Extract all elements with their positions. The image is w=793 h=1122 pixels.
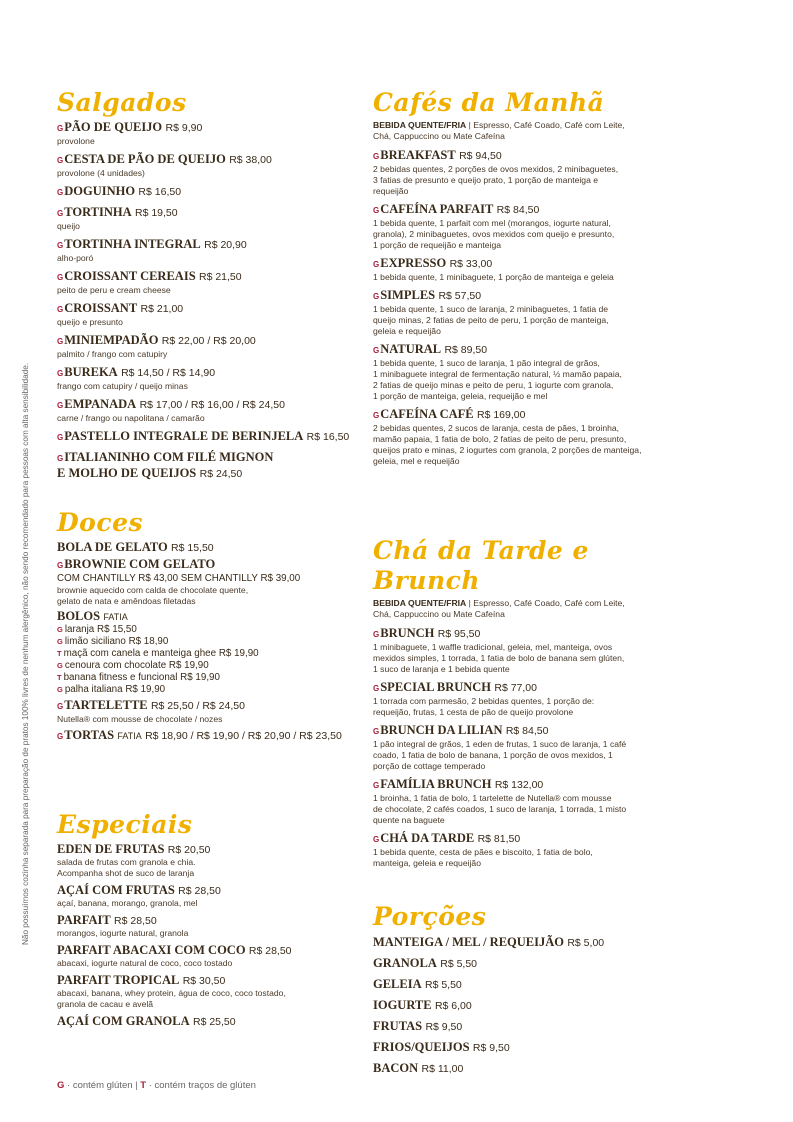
item-desc: açaí, banana, morango, granola, mel — [57, 898, 198, 908]
item-name: GRANOLA — [373, 956, 437, 970]
item-price: R$ 94,50 — [459, 150, 502, 162]
item-price: R$ 11,00 — [421, 1063, 464, 1075]
salgados-section — [57, 88, 357, 486]
intro-text: | Espresso, Café Coado, Café com Leite, — [466, 598, 625, 608]
menu-item — [373, 1040, 693, 1055]
menu-item — [57, 842, 357, 879]
item-desc: 3 fatias de presunto e queijo prato, 1 porção de manteiga e — [373, 175, 599, 185]
item-name: BRUNCH — [380, 626, 435, 640]
item-name: BOLA DE GELATO — [57, 540, 168, 554]
item-price: R$ 6,00 — [434, 1000, 472, 1012]
item-desc: 1 broinha, 1 fatia de bolo, 1 tartelette de Nutella® com mousse — [373, 793, 612, 803]
item-name: PARFAIT ABACAXI COM COCO — [57, 943, 246, 957]
item-desc: 1 suco de laranja e 1 bebida quente — [373, 664, 510, 674]
menu-item — [57, 269, 357, 296]
item-price: R$ 25,50 — [192, 1016, 236, 1028]
item-head — [373, 777, 693, 793]
item-desc: 1 bebida quente, 1 parfait com mel (morangos, iogurte natural, — [373, 218, 611, 228]
item-price: R$ 9,50 — [472, 1042, 510, 1054]
item-head — [57, 120, 357, 136]
item-head — [57, 973, 357, 988]
gluten-tag: G — [57, 188, 64, 197]
item-name: ITALIANINHO COM FILÉ MIGNON — [64, 450, 274, 464]
item-price: R$ 16,50 — [138, 186, 182, 198]
doces-title: Doces — [57, 508, 144, 537]
trace-tag: T — [57, 673, 62, 682]
porcoes-section — [373, 902, 693, 1082]
item-suffix: FATIA — [103, 612, 128, 622]
bolo-option — [57, 648, 357, 660]
item-head — [57, 333, 357, 349]
item-desc: 1 bebida quente, 1 minibaguete, 1 porção de manteiga e geleia — [373, 272, 614, 282]
item-desc: brownie aquecido com calda de chocolate quente, — [57, 585, 249, 595]
menu-item — [57, 152, 357, 179]
item-desc: coado, 1 fatia de bolo de banana, 1 porção de ovos mexidos, 1 — [373, 750, 613, 760]
item-price: R$ 22,00 / R$ 20,00 — [161, 335, 256, 347]
item-price: R$ 28,50 — [178, 885, 221, 897]
bolo-price: R$ 15,50 — [97, 624, 137, 635]
intro-bold: BEBIDA QUENTE/FRIA — [373, 120, 467, 130]
item-price: R$ 21,50 — [199, 271, 242, 283]
item-desc: 2 bebidas quentes, 2 sucos de laranja, cesta de pães, 1 broinha, — [373, 423, 620, 433]
item-price: R$ 5,00 — [567, 937, 605, 949]
gluten-tag: G — [57, 305, 64, 314]
item-name: CAFEÍNA PARFAIT — [380, 202, 494, 216]
item-desc: geleia, mel e requeijão — [373, 456, 460, 466]
item-name: GELEIA — [373, 977, 422, 991]
item-desc: queijo — [57, 221, 80, 231]
salgados-title: Salgados — [57, 88, 187, 117]
item-price: R$ 132,00 — [494, 779, 544, 791]
item-price: R$ 24,50 — [199, 468, 243, 480]
item-desc: queijos prato e minas, 2 iogurtes com granola, 2 porções de manteiga, — [373, 445, 642, 455]
bolo-option — [57, 684, 357, 696]
menu-item — [57, 333, 357, 360]
item-head — [373, 1061, 693, 1076]
item-head — [57, 883, 357, 898]
item-desc: requeijão, frutas, 1 cesta de pão de queijo provolone — [373, 707, 574, 717]
item-desc: queijo e presunto — [57, 317, 123, 327]
item-head — [57, 184, 357, 200]
item-head — [57, 301, 357, 317]
gluten-tag: G — [57, 433, 64, 442]
gluten-tag: G — [57, 124, 64, 133]
menu-item — [373, 998, 693, 1013]
item-name: FAMÍLIA BRUNCH — [380, 777, 492, 791]
trace-tag: T — [140, 1080, 147, 1091]
trace-tag: T — [57, 649, 62, 658]
item-name: FRUTAS — [373, 1019, 423, 1033]
item-head — [373, 288, 693, 304]
item-desc: peito de peru e cream cheese — [57, 285, 171, 295]
item-price: R$ 16,50 — [306, 431, 350, 443]
item-head — [57, 152, 357, 168]
item-head — [373, 831, 693, 847]
legend-text: · contém traços de glúten — [146, 1080, 256, 1091]
item-price: R$ 28,50 — [114, 915, 157, 927]
menu-item — [57, 365, 357, 392]
gluten-tag: G — [57, 661, 63, 670]
menu-item — [57, 1014, 357, 1029]
item-name: SIMPLES — [380, 288, 436, 302]
menu-item — [373, 723, 693, 772]
item-desc: 1 porção de manteiga, geleia, requeijão e mel — [373, 391, 548, 401]
item-head — [373, 148, 693, 164]
menu-item — [57, 120, 357, 147]
menu-item — [373, 777, 693, 826]
item-price: R$ 5,50 — [440, 958, 478, 970]
item-desc: gelato de nata e amêndoas filetadas — [57, 596, 196, 606]
item-head — [373, 680, 693, 696]
item-desc: mamão papaia, 1 fatia de bolo, 2 fatias de peito de peru, presunto, — [373, 434, 627, 444]
bolos-list — [57, 624, 357, 696]
item-price: R$ 9,50 — [425, 1021, 463, 1033]
item-price: R$ 20,50 — [167, 844, 211, 856]
item-name: CROISSANT — [64, 301, 138, 315]
porcoes-title: Porções — [373, 902, 487, 931]
gluten-tag: G — [57, 454, 64, 463]
bolo-flavor: banana fitness e funcional — [63, 672, 178, 683]
item-head — [373, 342, 693, 358]
menu-item — [57, 883, 357, 909]
item-price: R$ 169,00 — [477, 409, 526, 421]
item-name: BOLOS — [57, 609, 101, 623]
item-desc: Acompanha shot de suco de laranja — [57, 868, 195, 878]
bolo-option — [57, 672, 357, 684]
gluten-tag: G — [57, 732, 64, 741]
item-price: R$ 17,00 / R$ 16,00 / R$ 24,50 — [139, 399, 285, 411]
item-price: R$ 33,00 — [449, 258, 493, 270]
item-price: R$ 95,50 — [437, 628, 481, 640]
item-desc: salada de frutas com granola e chia. — [57, 857, 196, 867]
menu-item — [57, 913, 357, 939]
menu-item — [373, 935, 693, 950]
especiais-section — [57, 810, 357, 1033]
menu-item — [57, 540, 357, 555]
item-desc: palmito / frango com catupiry — [57, 349, 168, 359]
item-head — [373, 723, 693, 739]
cha-intro — [373, 598, 693, 620]
item-name: DOGUINHO — [64, 184, 136, 198]
item-desc: Nutella® com mousse de chocolate / nozes — [57, 714, 223, 724]
especiais-title: Especiais — [57, 810, 193, 839]
gluten-tag: G — [57, 241, 64, 250]
item-name: EDEN DE FRUTAS — [57, 842, 165, 856]
gluten-tag: G — [57, 1080, 65, 1091]
bolo-option — [57, 636, 357, 648]
gluten-tag: G — [373, 630, 380, 639]
menu-item — [57, 397, 357, 424]
item-desc: 2 bebidas quentes, 2 porções de ovos mexidos, 2 minibaguetes, — [373, 164, 619, 174]
item-desc: provolone (4 unidades) — [57, 168, 145, 178]
item-price: R$ 21,00 — [140, 303, 184, 315]
item-price: R$ 38,00 — [229, 154, 272, 166]
menu-item — [57, 450, 357, 481]
item-name: FRIOS/QUEIJOS — [373, 1040, 470, 1054]
item-head — [57, 205, 357, 221]
item-price: R$ 30,50 — [182, 975, 226, 987]
menu-item — [373, 256, 693, 283]
item-name: EXPRESSO — [380, 256, 447, 270]
item-desc: 1 minibaguete, 1 waffle tradicional, geleia, mel, manteiga, ovos — [373, 642, 613, 652]
item-price: R$ 84,50 — [496, 204, 540, 216]
gluten-tag: G — [57, 401, 64, 410]
item-price: R$ 9,90 — [165, 122, 203, 134]
item-head — [373, 407, 693, 423]
item-desc: morangos, iogurte natural, granola — [57, 928, 189, 938]
menu-item — [373, 148, 693, 197]
gluten-tag: G — [57, 685, 63, 694]
menu-item — [57, 429, 357, 445]
gluten-tag: G — [373, 727, 380, 736]
item-head — [373, 626, 693, 642]
cha-title: Chá da Tarde e Brunch — [373, 536, 589, 595]
item-price: R$ 19,50 — [134, 207, 178, 219]
gluten-tag: G — [57, 156, 64, 165]
menu-item — [373, 680, 693, 718]
bolo-flavor: limão siciliano — [64, 636, 126, 647]
gluten-tag: G — [373, 260, 380, 269]
item-desc: 1 torrada com parmesão, 2 bebidas quentes, 1 porção de: — [373, 696, 595, 706]
menu-item — [57, 609, 357, 696]
item-desc: provolone — [57, 136, 95, 146]
cafes-intro — [373, 120, 693, 142]
gluten-tag: G — [373, 152, 380, 161]
item-name: PASTELLO INTEGRALE DE BERINJELA — [64, 429, 304, 443]
menu-item — [373, 342, 693, 402]
item-price: R$ 57,50 — [438, 290, 482, 302]
gluten-tag: G — [57, 369, 64, 378]
item-price: R$ 89,50 — [444, 344, 488, 356]
gluten-tag: G — [373, 684, 380, 693]
especiais-list — [57, 842, 357, 1029]
gluten-tag: G — [57, 561, 64, 570]
gluten-tag: G — [57, 702, 64, 711]
item-desc: 1 bebida quente, 1 suco de laranja, 2 minibaguetes, 1 fatia de — [373, 304, 609, 314]
item-name: CHÁ DA TARDE — [380, 831, 475, 845]
item-price: R$ 15,50 — [171, 542, 214, 554]
item-head — [373, 1019, 693, 1034]
item-price: R$ 18,90 / R$ 19,90 / R$ 20,90 / R$ 23,50 — [145, 730, 342, 742]
item-price: R$ 25,50 / R$ 24,50 — [150, 700, 245, 712]
item-desc: manteiga, geleia e requeijão — [373, 858, 481, 868]
item-head — [57, 943, 357, 958]
item-desc: abacaxi, banana, whey protein, água de coco, coco tostado, — [57, 988, 286, 998]
bolo-flavor: maçã com canela e manteiga ghee — [63, 648, 217, 659]
item-name: AÇAÍ COM FRUTAS — [57, 883, 175, 897]
bolo-flavor: laranja — [64, 624, 95, 635]
item-name: MANTEIGA / MEL / REQUEIJÃO — [373, 935, 564, 949]
intro-text: Chá, Cappuccino ou Mate Cafeína — [373, 131, 505, 141]
gluten-tag: G — [57, 337, 64, 346]
item-head — [57, 365, 357, 381]
menu-item — [373, 977, 693, 992]
item-price: R$ 20,90 — [204, 239, 247, 251]
item-head — [373, 935, 693, 950]
bolo-option — [57, 660, 357, 672]
item-desc: de chocolate, 2 cafés coados, 1 suco de laranja, 1 torrada, 1 misto — [373, 804, 627, 814]
item-name: BROWNIE COM GELATO — [64, 557, 216, 571]
menu-item — [373, 288, 693, 337]
item-suffix: FATIA — [117, 731, 142, 741]
item-desc: 1 porção de requeijão e manteiga — [373, 240, 502, 250]
cafes-title: Cafés da Manhã — [373, 88, 605, 117]
menu-item — [373, 956, 693, 971]
gluten-tag: G — [373, 292, 380, 301]
item-head — [57, 429, 357, 445]
item-desc: granola de cacau e avelã — [57, 999, 154, 1009]
bolo-price: R$ 19,90 — [218, 648, 259, 659]
item-head — [57, 269, 357, 285]
menu-item — [57, 237, 357, 264]
gluten-tag: G — [57, 209, 64, 218]
gluten-tag: G — [57, 625, 63, 634]
menu-item — [57, 184, 357, 200]
menu-item — [57, 698, 357, 725]
item-head — [373, 202, 693, 218]
cafes-section — [373, 88, 693, 472]
item-desc: queijo minas, 2 fatias de peito de peru, 1 porção de manteiga, — [373, 315, 609, 325]
doces-section — [57, 508, 357, 749]
item-name: BUREKA — [64, 365, 118, 379]
item-name: SPECIAL BRUNCH — [380, 680, 492, 694]
intro-text: Chá, Cappuccino ou Mate Cafeína — [373, 609, 505, 619]
item-head — [373, 977, 693, 992]
item-desc: 1 bebida quente, 1 suco de laranja, 1 pão integral de grãos, — [373, 358, 600, 368]
item-name: MINIEMPADÃO — [64, 333, 159, 347]
item-desc: 1 minibaguete integral de fermentação natural, ½ mamão papaia, — [373, 369, 622, 379]
item-name: BREAKFAST — [380, 148, 456, 162]
item-price: R$ 14,50 / R$ 14,90 — [121, 367, 216, 379]
item-name-cont: E MOLHO DE QUEIJOS — [57, 466, 197, 480]
cha-section — [373, 536, 693, 874]
gluten-tag: G — [373, 206, 380, 215]
item-head — [373, 1040, 693, 1055]
item-name: CAFEÍNA CAFÉ — [380, 407, 474, 421]
cha-list — [373, 626, 693, 869]
menu-item — [57, 973, 357, 1010]
item-name: PÃO DE QUEIJO — [64, 120, 163, 134]
bolo-price: R$ 19,90 — [168, 660, 209, 671]
item-name: BACON — [373, 1061, 419, 1075]
item-name: PARFAIT TROPICAL — [57, 973, 180, 987]
menu-item — [57, 943, 357, 969]
item-head — [57, 913, 357, 928]
menu-item — [57, 557, 357, 607]
item-head — [57, 842, 357, 857]
bolo-price: R$ 19,90 — [180, 672, 220, 683]
item-desc: quente na baguete — [373, 815, 445, 825]
cafes-list — [373, 148, 693, 467]
bolo-price: R$ 19,90 — [125, 684, 166, 695]
item-desc: mexidos simples, 1 torrada, 1 fatia de bolo de banana sem glúten, — [373, 653, 625, 663]
item-name: CESTA DE PÃO DE QUEIJO — [64, 152, 226, 166]
intro-bold: BEBIDA QUENTE/FRIA — [373, 598, 467, 608]
item-name: IOGURTE — [373, 998, 432, 1012]
menu-item — [373, 831, 693, 869]
item-name: TARTELETTE — [64, 698, 148, 712]
gluten-tag: G — [373, 781, 380, 790]
bolo-option — [57, 624, 357, 636]
item-desc: carne / frango ou napolitana / camarão — [57, 413, 205, 423]
menu-item — [373, 202, 693, 251]
footer-legend — [57, 1080, 256, 1091]
item-desc: requeijão — [373, 186, 409, 196]
item-head — [373, 256, 693, 272]
item-price: R$ 28,50 — [248, 945, 292, 957]
menu-item — [373, 1061, 693, 1076]
item-head — [373, 956, 693, 971]
item-desc: 2 fatias de queijo minas e peito de peru, 1 iogurte com granola, — [373, 380, 614, 390]
item-name: CROISSANT CEREAIS — [64, 269, 196, 283]
item-desc: abacaxi, iogurte natural de coco, coco tostado — [57, 958, 233, 968]
menu-item — [57, 205, 357, 232]
item-name: PARFAIT — [57, 913, 111, 927]
legend-text: · contém glúten | — [64, 1080, 141, 1091]
item-desc: alho-poró — [57, 253, 94, 263]
item-head — [57, 237, 357, 253]
menu-item — [373, 1019, 693, 1034]
item-price: COM CHANTILLY R$ 43,00 SEM CHANTILLY R$ 39,00 — [57, 573, 301, 584]
gluten-tag: G — [373, 411, 380, 420]
item-head — [57, 397, 357, 413]
item-name: TORTAS — [64, 728, 115, 742]
menu-item — [57, 728, 357, 744]
gluten-tag: G — [57, 273, 64, 282]
gluten-tag: G — [57, 637, 63, 646]
item-name: EMPANADA — [64, 397, 137, 411]
bolo-flavor: cenoura com chocolate — [64, 660, 167, 671]
bolo-flavor: palha italiana — [64, 684, 123, 695]
item-price: R$ 77,00 — [494, 682, 537, 694]
salgados-list — [57, 120, 357, 445]
item-desc: porção de cottage temperado — [373, 761, 486, 771]
menu-item — [373, 407, 693, 467]
porcoes-list — [373, 935, 693, 1076]
allergen-notice: Não possuímos cozinha separada para preparação de pratos 100% livres de nenhum alergênico, não sendo recomendado para pessoas com alta sensibilidade. — [21, 362, 30, 945]
bolo-price: R$ 18,90 — [128, 636, 169, 647]
gluten-tag: G — [373, 346, 380, 355]
menu-item — [57, 301, 357, 328]
menu-item — [373, 626, 693, 675]
item-desc: 1 pão integral de grãos, 1 eden de frutas, 1 suco de laranja, 1 café — [373, 739, 627, 749]
item-price: R$ 5,50 — [424, 979, 462, 991]
item-price: R$ 81,50 — [477, 833, 521, 845]
item-name: TORTINHA — [64, 205, 132, 219]
item-price: R$ 84,50 — [505, 725, 549, 737]
item-desc: geleia e requeijão — [373, 326, 441, 336]
item-name: NATURAL — [380, 342, 442, 356]
item-desc: granola), 2 minibaguetes, ovos mexidos com queijo e presunto, — [373, 229, 615, 239]
item-name: TORTINHA INTEGRAL — [64, 237, 201, 251]
intro-text: | Espresso, Café Coado, Café com Leite, — [466, 120, 625, 130]
item-head — [373, 998, 693, 1013]
item-desc: frango com catupiry / queijo minas — [57, 381, 188, 391]
gluten-tag: G — [373, 835, 380, 844]
item-name: BRUNCH DA LILIAN — [380, 723, 503, 737]
item-name: AÇAÍ COM GRANOLA — [57, 1014, 190, 1028]
item-desc: 1 bebida quente, cesta de pães e biscoito, 1 fatia de bolo, — [373, 847, 593, 857]
item-head — [57, 1014, 357, 1029]
